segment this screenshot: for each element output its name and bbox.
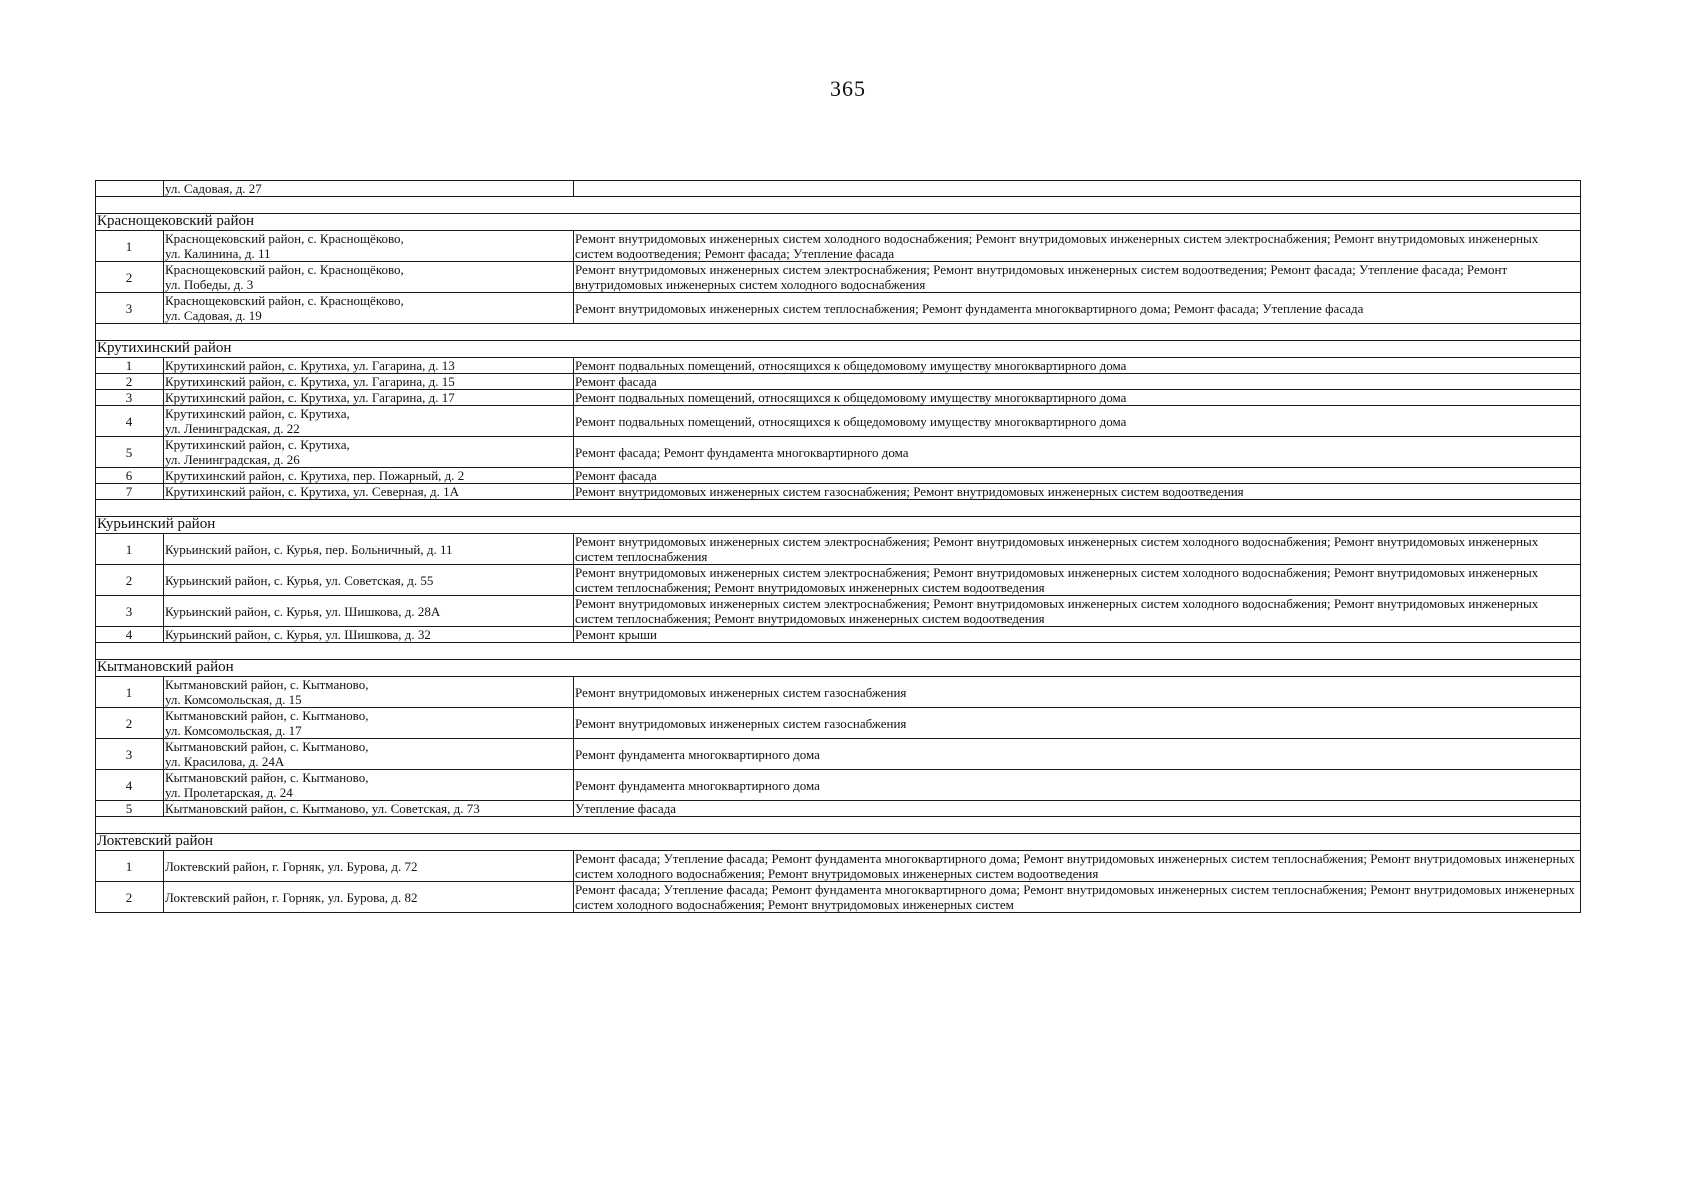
works-table-body [96, 181, 1581, 913]
spacer-cell [96, 643, 1581, 660]
spacer-cell [96, 324, 1581, 341]
section-spacer [96, 817, 1581, 834]
district-title: Кытмановский район [96, 660, 1581, 677]
table-row [96, 882, 1581, 913]
row-number-cell: 1 [96, 358, 164, 374]
district-header-row [96, 214, 1581, 231]
table-row [96, 770, 1581, 801]
address-cell [164, 627, 574, 643]
district-title: Локтевский район [96, 834, 1581, 851]
table-row [96, 708, 1581, 739]
work-cell: Ремонт внутридомовых инженерных систем электроснабжения; Ремонт внутридомовых инженерных систем холодного водоснабжения; Ремонт внутридомовых инженерных систем теплоснабжения; Ремонт внутридомовых инженерных систем водоотведения [574, 596, 1581, 627]
address-cell [164, 484, 574, 500]
address-line: Крутихинский район, с. Крутиха, ул. Гагарина, д. 15 [165, 374, 455, 389]
address-cell [164, 534, 574, 565]
table-row [96, 801, 1581, 817]
work-cell: Ремонт внутридомовых инженерных систем теплоснабжения; Ремонт фундамента многоквартирного дома; Ремонт фасада; Утепление фасада [574, 293, 1581, 324]
address-line: Краснощековский район, с. Краснощёково, [165, 293, 404, 308]
address-line: ул. Ленинградская, д. 26 [165, 452, 300, 467]
address-cell [164, 468, 574, 484]
address-line: Крутихинский район, с. Крутиха, ул. Северная, д. 1А [165, 484, 460, 499]
table-row [96, 739, 1581, 770]
table-row [96, 534, 1581, 565]
table-row [96, 627, 1581, 643]
work-cell: Ремонт подвальных помещений, относящихся к общедомовому имуществу многоквартирного дома [574, 406, 1581, 437]
work-cell: Ремонт фасада; Утепление фасада; Ремонт фундамента многоквартирного дома; Ремонт внутридомовых инженерных систем теплоснабжения; Ремонт внутридомовых инженерных систем холодного водоснабжения; Ремонт внутридомовых инженерных систем [574, 882, 1581, 913]
table-row [96, 390, 1581, 406]
address-line: Кытмановский район, с. Кытманово, [165, 708, 369, 723]
row-number-cell: 2 [96, 565, 164, 596]
work-cell: Ремонт фундамента многоквартирного дома [574, 739, 1581, 770]
address-line: Крутихинский район, с. Крутиха, [165, 406, 350, 421]
address-cell [164, 293, 574, 324]
address-cell [164, 358, 574, 374]
address-line: Крутихинский район, с. Крутиха, ул. Гагарина, д. 13 [165, 358, 455, 373]
section-spacer [96, 500, 1581, 517]
work-cell [574, 181, 1581, 197]
work-cell: Ремонт крыши [574, 627, 1581, 643]
address-line: ул. Комсомольская, д. 15 [165, 692, 302, 707]
address-cell [164, 262, 574, 293]
row-number-cell: 4 [96, 627, 164, 643]
district-title: Крутихинский район [96, 341, 1581, 358]
work-cell: Ремонт внутридомовых инженерных систем электроснабжения; Ремонт внутридомовых инженерных систем водоотведения; Ремонт фасада; Утепление фасада; Ремонт внутридомовых инженерных систем холодного водоснабжения [574, 262, 1581, 293]
district-header-row [96, 517, 1581, 534]
section-spacer [96, 324, 1581, 341]
address-line: Курьинский район, с. Курья, пер. Больничный, д. 11 [165, 541, 453, 557]
address-cell [164, 437, 574, 468]
row-number-cell: 1 [96, 534, 164, 565]
address-line: Локтевский район, г. Горняк, ул. Бурова, д. 82 [165, 889, 418, 905]
address-cell [164, 851, 574, 882]
address-line: Крутихинский район, с. Крутиха, [165, 437, 350, 452]
row-number-cell: 2 [96, 708, 164, 739]
table-row [96, 262, 1581, 293]
address-cell [164, 882, 574, 913]
address-cell [164, 708, 574, 739]
work-cell: Ремонт фундамента многоквартирного дома [574, 770, 1581, 801]
table-row [96, 565, 1581, 596]
table-row [96, 181, 1581, 197]
table-row [96, 437, 1581, 468]
work-cell: Ремонт внутридомовых инженерных систем газоснабжения; Ремонт внутридомовых инженерных систем водоотведения [574, 484, 1581, 500]
row-number-cell: 2 [96, 374, 164, 390]
table-row [96, 851, 1581, 882]
row-number-cell: 7 [96, 484, 164, 500]
work-cell: Ремонт внутридомовых инженерных систем холодного водоснабжения; Ремонт внутридомовых инженерных систем электроснабжения; Ремонт внутридомовых инженерных систем водоотведения; Ремонт фасада; Утепление фасада [574, 231, 1581, 262]
district-title: Курьинский район [96, 517, 1581, 534]
row-number-cell [96, 181, 164, 197]
address-line: Крутихинский район, с. Крутиха, ул. Гагарина, д. 17 [165, 390, 455, 405]
row-number-cell: 3 [96, 390, 164, 406]
work-cell: Ремонт фасада [574, 374, 1581, 390]
address-cell [164, 390, 574, 406]
address-line: ул. Садовая, д. 19 [165, 308, 262, 323]
works-table [95, 180, 1581, 913]
address-cell [164, 231, 574, 262]
address-line: ул. Победы, д. 3 [165, 277, 254, 292]
work-cell: Ремонт фасада; Утепление фасада; Ремонт фундамента многоквартирного дома; Ремонт внутридомовых инженерных систем теплоснабжения; Ремонт внутридомовых инженерных систем холодного водоснабжения; Ремонт внутридомовых инженерных систем водоотведения [574, 851, 1581, 882]
work-cell: Ремонт подвальных помещений, относящихся к общедомовому имуществу многоквартирного дома [574, 390, 1581, 406]
section-spacer [96, 643, 1581, 660]
table-row [96, 677, 1581, 708]
address-line: Кытмановский район, с. Кытманово, [165, 739, 369, 754]
spacer-cell [96, 500, 1581, 517]
address-line: Кытмановский район, с. Кытманово, ул. Советская, д. 73 [165, 801, 480, 816]
table-row [96, 358, 1581, 374]
address-line: ул. Красилова, д. 24А [165, 754, 285, 769]
row-number-cell: 2 [96, 882, 164, 913]
spacer-cell [96, 817, 1581, 834]
row-number-cell: 4 [96, 770, 164, 801]
row-number-cell: 3 [96, 293, 164, 324]
work-cell: Ремонт фасада; Ремонт фундамента многоквартирного дома [574, 437, 1581, 468]
spacer-cell [96, 197, 1581, 214]
work-cell: Ремонт внутридомовых инженерных систем газоснабжения [574, 677, 1581, 708]
address-line: Курьинский район, с. Курья, ул. Шишкова, д. 32 [165, 627, 431, 642]
address-line: Курьинский район, с. Курья, ул. Шишкова, д. 28А [165, 603, 441, 619]
row-number-cell: 1 [96, 231, 164, 262]
row-number-cell: 5 [96, 437, 164, 468]
work-cell: Ремонт подвальных помещений, относящихся к общедомовому имуществу многоквартирного дома [574, 358, 1581, 374]
address-line: Краснощековский район, с. Краснощёково, [165, 231, 404, 246]
row-number-cell: 1 [96, 677, 164, 708]
work-cell: Утепление фасада [574, 801, 1581, 817]
address-cell [164, 739, 574, 770]
address-line: Кытмановский район, с. Кытманово, [165, 677, 369, 692]
address-line: ул. Ленинградская, д. 22 [165, 421, 300, 436]
row-number-cell: 2 [96, 262, 164, 293]
row-number-cell: 1 [96, 851, 164, 882]
address-cell [164, 406, 574, 437]
table-row [96, 406, 1581, 437]
address-cell: ул. Садовая, д. 27 [164, 181, 574, 197]
row-number-cell: 3 [96, 596, 164, 627]
work-cell: Ремонт внутридомовых инженерных систем электроснабжения; Ремонт внутридомовых инженерных систем холодного водоснабжения; Ремонт внутридомовых инженерных систем теплоснабжения [574, 534, 1581, 565]
table-row [96, 231, 1581, 262]
row-number-cell: 3 [96, 739, 164, 770]
address-cell [164, 565, 574, 596]
district-header-row [96, 341, 1581, 358]
address-line: Краснощековский район, с. Краснощёково, [165, 262, 404, 277]
table-row [96, 484, 1581, 500]
address-line: Курьинский район, с. Курья, ул. Советская, д. 55 [165, 572, 434, 588]
address-line: ул. Комсомольская, д. 17 [165, 723, 302, 738]
work-cell: Ремонт фасада [574, 468, 1581, 484]
address-line: Кытмановский район, с. Кытманово, [165, 770, 369, 785]
district-title: Краснощековский район [96, 214, 1581, 231]
work-cell: Ремонт внутридомовых инженерных систем газоснабжения [574, 708, 1581, 739]
address-cell [164, 677, 574, 708]
address-cell [164, 596, 574, 627]
address-line: Локтевский район, г. Горняк, ул. Бурова, д. 72 [165, 858, 418, 874]
address-line: Крутихинский район, с. Крутиха, пер. Пожарный, д. 2 [165, 468, 465, 483]
work-cell: Ремонт внутридомовых инженерных систем электроснабжения; Ремонт внутридомовых инженерных систем холодного водоснабжения; Ремонт внутридомовых инженерных систем теплоснабжения; Ремонт внутридомовых инженерных систем водоотведения [574, 565, 1581, 596]
district-header-row [96, 660, 1581, 677]
table-row [96, 374, 1581, 390]
row-number-cell: 5 [96, 801, 164, 817]
section-spacer [96, 197, 1581, 214]
address-line: ул. Калинина, д. 11 [165, 246, 271, 261]
address-line: ул. Пролетарская, д. 24 [165, 785, 293, 800]
row-number-cell: 6 [96, 468, 164, 484]
address-cell [164, 801, 574, 817]
table-row [96, 293, 1581, 324]
table-row [96, 468, 1581, 484]
page-number: 365 [830, 76, 866, 101]
table-row [96, 596, 1581, 627]
district-header-row [96, 834, 1581, 851]
row-number-cell: 4 [96, 406, 164, 437]
address-cell [164, 374, 574, 390]
address-cell [164, 770, 574, 801]
